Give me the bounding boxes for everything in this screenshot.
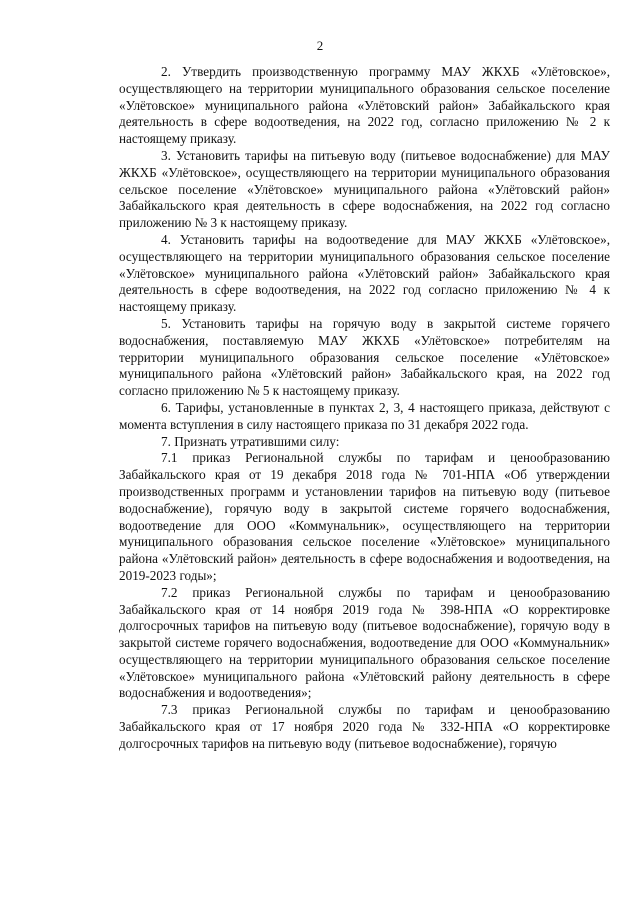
- page-number: 2: [316, 38, 324, 53]
- paragraph-item-5: 5. Установить тарифы на горячую воду в закрытой системе горячего водоснабжения, поставляемую МАУ ЖКХБ «Улётовское» потребителям на территории муниципального образования сельское поселение «Улётовское» муниципального района «Улётовский район» Забайкальского края, на 2022 год согласно приложению № 5 к настоящему приказу.: [119, 315, 610, 399]
- paragraph-item-7: 7. Признать утратившими силу:: [161, 433, 340, 449]
- paragraph-item-7-2: 7.2 приказ Региональной службы по тарифам и ценообразованию Забайкальского края от 14 ноября 2019 года № 398-НПА «О корректировке долгосрочных тарифов на питьевую воду (питьевое водоснабжение), горячую воду в закрытой системе горячего водоснабжения, водоотведение для ООО «Коммунальник» осуществляющего на территории муниципального образования сельское поселение «Улётовское» муниципального района «Улётовский району деятельность в сфере водоснабжения и водоотведения»;: [119, 584, 610, 701]
- paragraph-item-2: 2. Утвердить производственную программу МАУ ЖКХБ «Улётовское», осуществляющего на территории муниципального образования сельское поселение «Улётовское» муниципального района «Улётовский район» Забайкальского края деятельность в сфере водоотведения, на 2022 год, согласно приложению № 2 к настоящему приказу.: [119, 64, 610, 147]
- paragraph-item-7-3: 7.3 приказ Региональной службы по тарифам и ценообразованию Забайкальского края от 17 ноября 2020 года № 332-НПА «О корректировке долгосрочных тарифов на питьевую воду (питьевое водоснабжение), горячую: [119, 702, 610, 751]
- paragraph-item-4: 4. Установить тарифы на водоотведение для МАУ ЖКХБ «Улётовское», осуществляющего на территории муниципального образования сельское поселение «Улётовское» муниципального района «Улётовский район» Забайкальского края деятельность в сфере водоотведения, на 2022 год согласно приложению № 4 к настоящему приказу.: [119, 231, 610, 315]
- paragraph-item-7-1: 7.1 приказ Региональной службы по тарифам и ценообразованию Забайкальского края от 19 декабря 2018 года № 701-НПА «Об утверждении производственных программ и установлении тарифов на питьевую воду (питьевое водоснабжение), горячую воду в закрытой системе горячего водоснабжения, водоотведение для ООО «Коммунальник», осуществляющего на территории муниципального образования сельское поселение «Улётовское» муниципального района «Улётовский район» деятельность в сфере водоснабжения и водоотведения, на 2019-2023 годы»;: [119, 450, 610, 583]
- paragraph-item-3: 3. Установить тарифы на питьевую воду (питьевое водоснабжение) для МАУ ЖКХБ «Улётовское», осуществляющего на территории муниципального образования сельское поселение «Улётовское» муниципального района «Улётовский район» Забайкальского края деятельность в сфере водоснабжения, на 2022 год согласно приложению № 3 к настоящему приказу.: [119, 147, 610, 231]
- paragraph-item-6: 6. Тарифы, установленные в пунктах 2, 3, 4 настоящего приказа, действуют с момента вступления в силу настоящего приказа по 31 декабря 2022 года.: [119, 399, 610, 432]
- document-body: [119, 64, 610, 753]
